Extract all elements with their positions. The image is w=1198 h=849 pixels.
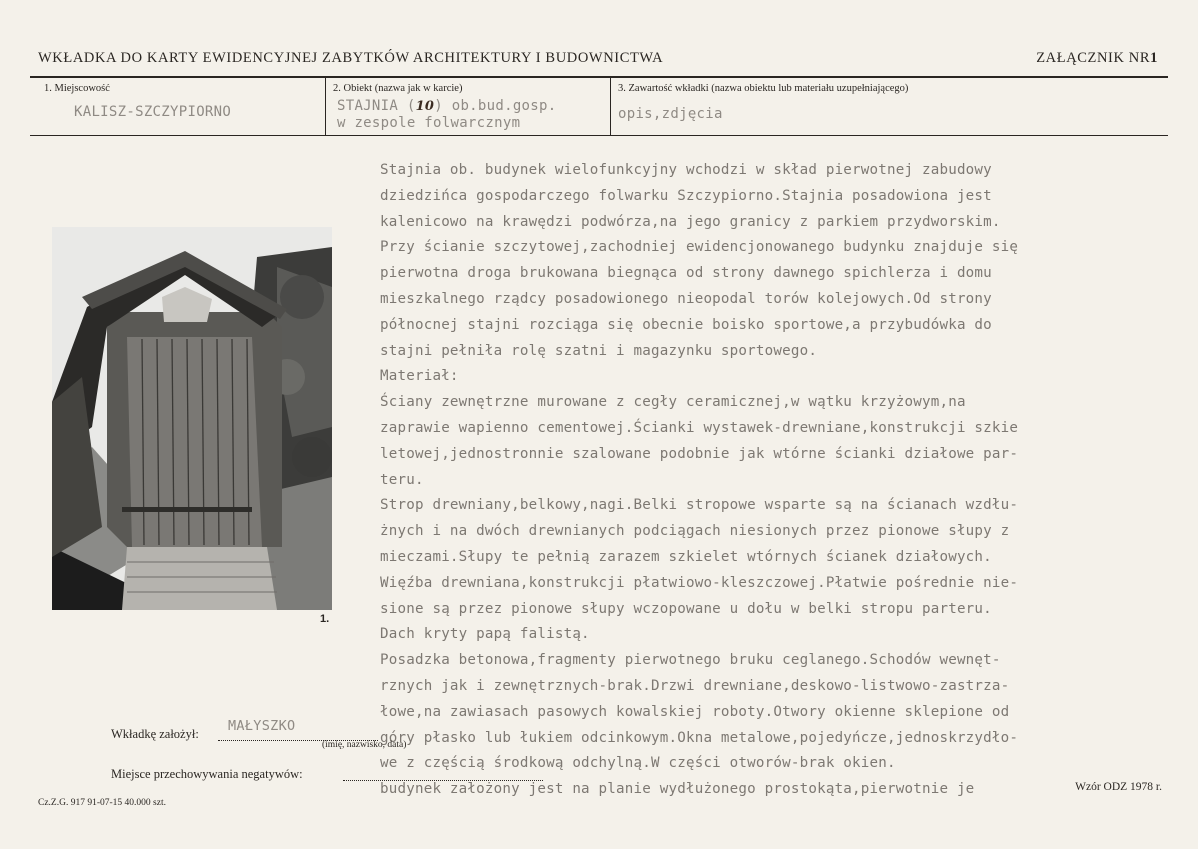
- text-line: Strop drewniany,belkowy,nagi.Belki stropowe wsparte są na ścianach wzdłu-: [380, 497, 1019, 514]
- text-line: Ściany zewnętrzne murowane z cegły ceramicznej,w wątku krzyżowym,na: [380, 394, 966, 411]
- stable-photo-illustration: [52, 227, 332, 610]
- object-type: ) ob.bud.gosp.: [434, 98, 557, 114]
- header-rule-bottom: [30, 135, 1168, 136]
- text-line: we z częścią środkową odchylną.W części otworów-brak okien.: [380, 755, 896, 772]
- object-name: STAJNIA (: [337, 98, 416, 114]
- annex-label: [1036, 50, 1158, 67]
- location-label: 1. Miejscowość: [44, 83, 110, 94]
- text-line: żnych i na dwóch drewnianych podciągach niesionych przez pionowe słupy z: [380, 523, 1010, 540]
- text-line: Posadzka betonowa,fragmenty pierwotnego bruku ceglanego.Schodów wewnęt-: [380, 652, 1001, 669]
- text-line: zaprawie wapienno cementowej.Ścianki wystawek-drewniane,konstrukcji szkie: [380, 419, 1019, 436]
- text-line: rznych jak i zewnętrznych-brak.Drzwi drewniane,deskowo-listwowo-zastrza-: [380, 677, 1010, 694]
- text-line: budynek założony jest na planie wydłużonego prostokąta,pierwotnie je: [380, 781, 975, 798]
- text-line: mieszkalnego rządcy posadowionego nieopodal torów kolejowych.Od strony: [380, 290, 992, 307]
- text-line: łowe,na zawiasach pasowych kowalskiej roboty.Otwory okienne sklepione od: [380, 703, 1010, 720]
- contents-label: 3. Zawartość wkładki (nazwa obiektu lub materiału uzupełniającego): [618, 83, 909, 94]
- text-line: Dach kryty papą falistą.: [380, 626, 590, 643]
- text-line: stajni pełniła rolę szatni i magazynku sportowego.: [380, 342, 818, 359]
- annex-number: 1: [1150, 50, 1158, 66]
- text-line: teru.: [380, 471, 424, 488]
- photo-number: 1.: [320, 613, 330, 625]
- description-text: [380, 158, 1120, 803]
- text-line: północnej stajni rozciąga się obecnie boisko sportowe,a przybudówka do: [380, 316, 992, 333]
- location-value: KALISZ-SZCZYPIORNO: [74, 104, 232, 120]
- object-label: 2. Obiekt (nazwa jak w karcie): [333, 83, 463, 94]
- object-value-line2: w zespole folwarcznym: [337, 115, 521, 131]
- form-model: Wzór ODZ 1978 r.: [1075, 781, 1162, 793]
- object-value-line1: [337, 98, 556, 114]
- text-line: Stajnia ob. budynek wielofunkcyjny wchodzi w skład pierwotnej zabudowy: [380, 162, 992, 178]
- negatives-line: [343, 780, 543, 781]
- text-line: Przy ścianie szczytowej,zachodniej ewidencjonowanego budynku znajduje się: [380, 239, 1019, 256]
- building-photo: [52, 227, 332, 610]
- negatives-label: Miejsce przechowywania negatywów:: [111, 767, 303, 781]
- object-number-handwritten: 10: [415, 99, 435, 114]
- text-line: pierwotna droga brukowana biegnąca od strony dawnego spichlerza i domu: [380, 265, 992, 282]
- print-info: Cz.Z.G. 917 91-07-15 40.000 szt.: [38, 798, 166, 808]
- annex-text: ZAŁĄCZNIK NR: [1036, 50, 1151, 66]
- form-title: WKŁADKA DO KARTY EWIDENCYJNEJ ZABYTKÓW ARCHITEKTURY I BUDOWNICTWA: [38, 50, 664, 66]
- text-line: sione są przez pionowe słupy wczopowane u dołu w belki stropu parteru.: [380, 600, 992, 617]
- text-line: Więźba drewniana,konstrukcji płatwiowo-kleszczowej.Płatwie pośrednie nie-: [380, 574, 1019, 591]
- header-rule-top: [30, 76, 1168, 78]
- text-line: letowej,jednostronnie szalowane podobnie jak wtórne ścianki działowe par-: [380, 445, 1019, 462]
- made-by-label: Wkładkę założył:: [111, 727, 199, 741]
- text-line: mieczami.Słupy te pełnią zarazem szkielet wtórnych ścianek działowych.: [380, 548, 992, 565]
- field-divider-2: [610, 78, 611, 135]
- text-line: kalenicowo na krawędzi podwórza,na jego granicy z parkiem przydworskim.: [380, 213, 1001, 230]
- made-by-value: MAŁYSZKO: [228, 718, 296, 734]
- contents-value: opis,zdjęcia: [618, 106, 723, 122]
- text-line: dziedzińca gospodarczego folwarku Szczypiorno.Stajnia posadowiona jest: [380, 187, 992, 204]
- text-line: góry płasko lub łukiem odcinkowym.Okna metalowe,pojedyńcze,jednoskrzydło-: [380, 729, 1019, 746]
- made-by-hint: (imię, nazwisko, data): [322, 740, 407, 750]
- text-line: Materiał:: [380, 368, 459, 385]
- field-divider-1: [325, 78, 326, 135]
